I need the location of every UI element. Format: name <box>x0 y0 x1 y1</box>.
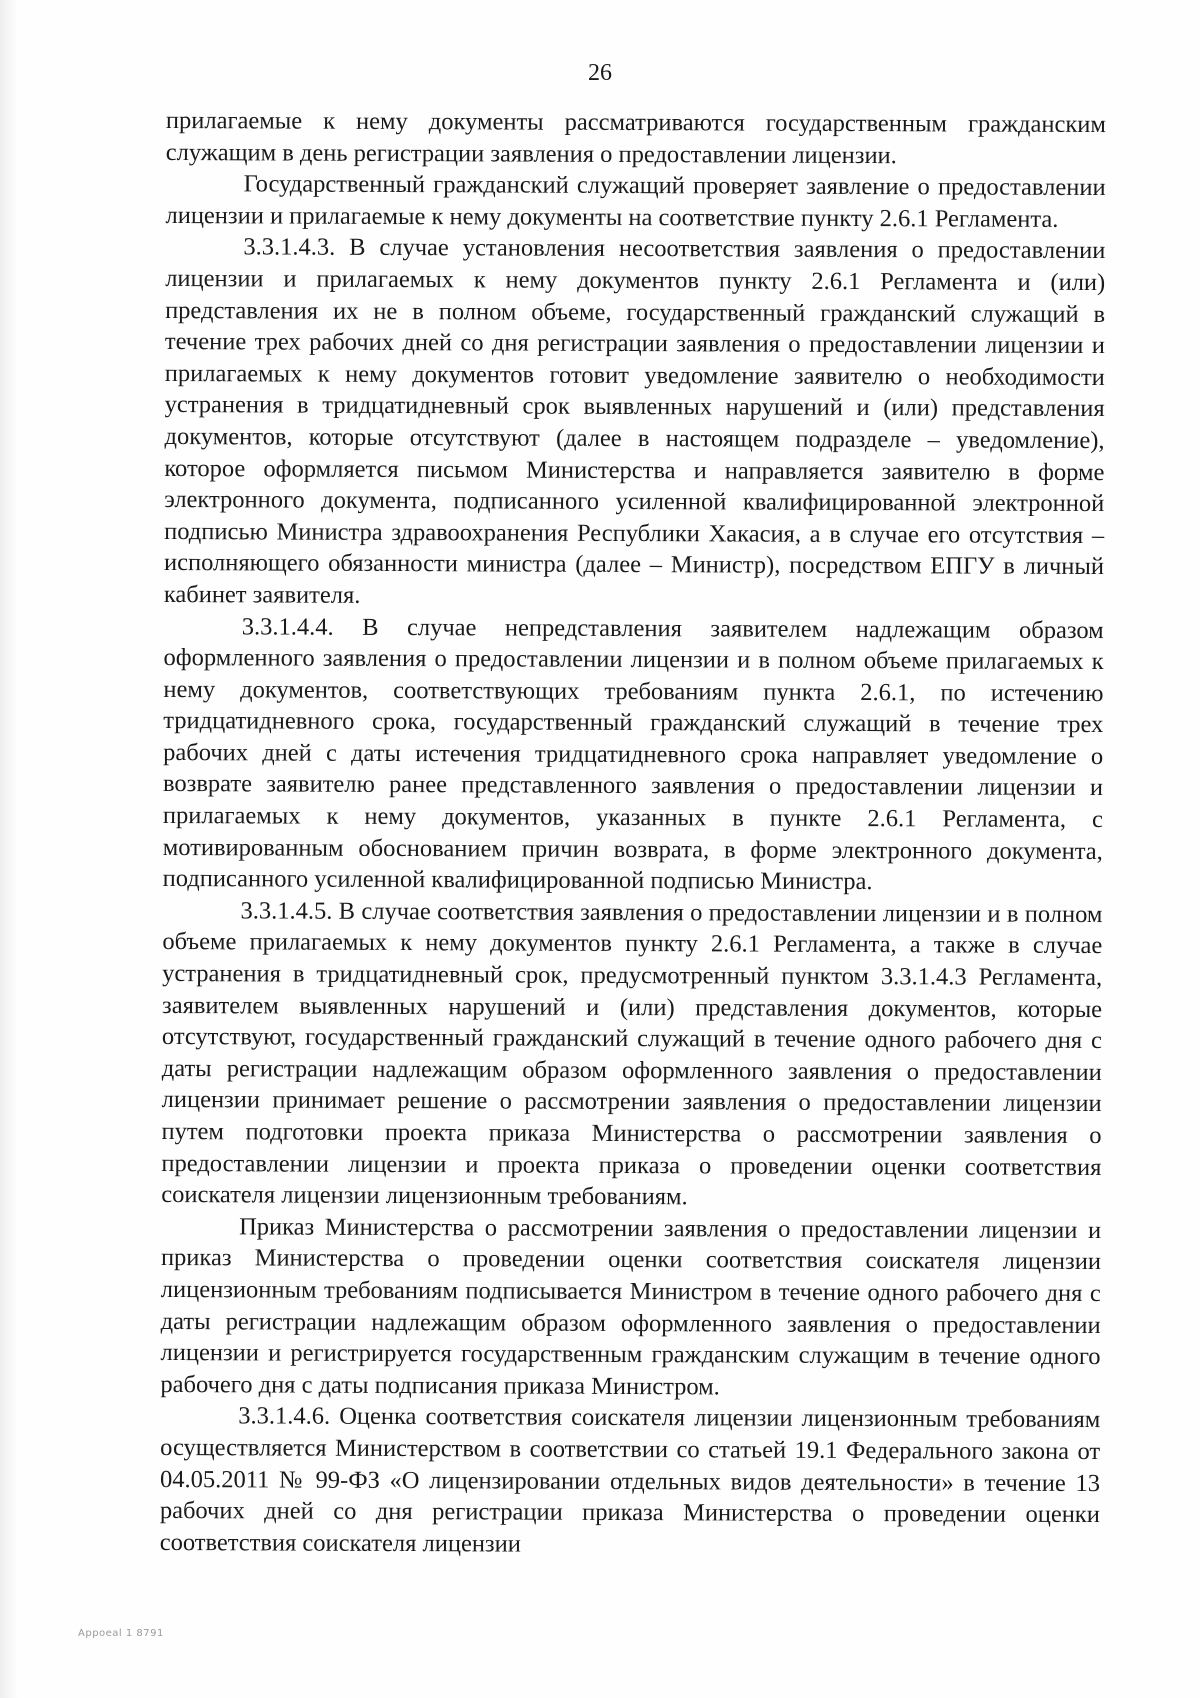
footer-scan-mark: Appoeal 1 8791 <box>78 1628 164 1639</box>
paragraph-check-documents: Государственный гражданский служащий проверяет заявление о предоставлении лицензии и прилагаемые к нему документы на соответствие пункту 2.6.1 Регламента. <box>165 170 1106 233</box>
paragraph-3-3-1-4-3: 3.3.1.4.3. В случае установления несоответствия заявления о предоставлении лицензии и прилагаемых к нему документов пункту 2.6.1 Регламента и (или) представления их не в полном объеме, государственный гражданский служащий в течение трех рабочих дней со дня регистрации заявления о предоставлении лицензии и прилагаемых к нему документов готовит уведомление заявителю о необходимости устранения в тридцатидневный срок выявленных нарушений и (или) представления документов, которые отсутствуют (далее в настоящем подразделе – уведомление), которое оформляется письмом Министерства и направляется заявителю в форме электронного документа, подписанного усиленной квалифицированной электронной подписью Министра здравоохранения Республики Хакасия, а в случае его отсутствия – исполняющего обязанности министра (далее – Министр), посредством ЕПГУ в личный кабинет заявителя. <box>163 233 1106 609</box>
scan-edge-shadow <box>0 0 18 1698</box>
page-number: 26 <box>588 60 612 86</box>
paragraph-3-3-1-4-6: 3.3.1.4.6. Оценка соответствия соискателя лицензии лицензионным требованиям осуществляется Министерством в соответствии со статьей 19.1 Федерального закона от 04.05.2011 № 99-ФЗ «О лицензировании отдельных видов деятельности» в течение 13 рабочих дней со дня регистрации приказа Министерства о проведении оценки соответствия соискателя лицензии <box>159 1402 1101 1558</box>
paragraph-continuation: прилагаемые к нему документы рассматриваются государственным гражданским служащим в день регистрации заявления о предоставлении лицензии. <box>165 106 1106 169</box>
paragraph-order-signing: Приказ Министерства о рассмотрении заявления о предоставлении лицензии и приказ Министерства о проведении оценки соответствия соискателя лицензии лицензионным требованиям подписывается Министром в течение одного рабочего дня с даты регистрации надлежащим образом оформленного заявления о предоставлении лицензии и регистрируется государственным гражданским служащим в течение одного рабочего дня с даты подписания приказа Министром. <box>160 1213 1102 1401</box>
paragraph-3-3-1-4-5: 3.3.1.4.5. В случае соответствия заявления о предоставлении лицензии и в полном объеме прилагаемых к нему документов пункту 2.6.1 Регламента, а также в случае устранения в тридцатидневный срок, предусмотренный пунктом 3.3.1.4.3 Регламента, заявителем выявленных нарушений и (или) представления документов, которые отсутствуют, государственный гражданский служащий в течение одного рабочего дня с даты регистрации надлежащим образом оформленного заявления о предоставлении лицензии принимает решение о рассмотрении заявления о предоставлении лицензии путем подготовки проекта приказа Министерства о рассмотрении заявления о предоставлении лицензии и проекта приказа о проведении оценки соответствия соискателя лицензии лицензионным требованиям. <box>161 897 1103 1211</box>
document-body <box>160 105 1106 1562</box>
paragraph-3-3-1-4-4: 3.3.1.4.4. В случае непредставления заявителем надлежащим образом оформленного заявления о предоставлении лицензии и в полном объеме прилагаемых к нему документов, соответствующих требованиям пункта 2.6.1, по истечению тридцатидневного срока, государственный гражданский служащий в течение трех рабочих дней с даты истечения тридцатидневного срока направляет уведомление о возврате заявителю ранее представленного заявления о предоставлении лицензии и прилагаемых к нему документов, указанных в пункте 2.6.1 Регламента, с мотивированным обоснованием причин возврата, в форме электронного документа, подписанного усиленной квалифицированной подписью Министра. <box>162 612 1104 896</box>
